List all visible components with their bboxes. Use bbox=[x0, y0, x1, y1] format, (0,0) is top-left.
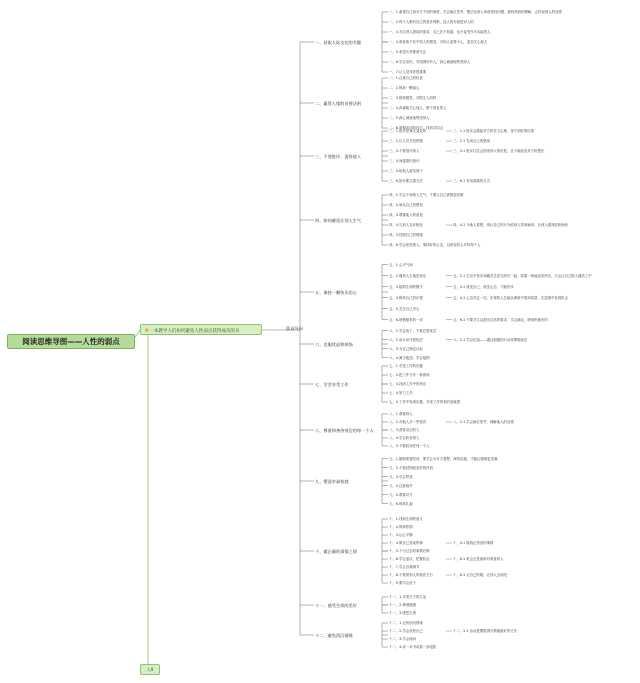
branch-item[interactable]: 二、3.保持微笑，对陌生人同样 bbox=[389, 96, 437, 100]
branch-item[interactable]: 十、7.学会自我调节 bbox=[389, 565, 420, 569]
sub-item[interactable]: 三、1.1 批评会激起对方的自卫心理，得不到好的结果 bbox=[453, 129, 535, 133]
branch-item[interactable]: 一、7.让人觉得你很重要 bbox=[389, 70, 427, 74]
section-label[interactable]: 十二、避免消沉情绪 bbox=[315, 632, 353, 638]
branch-item[interactable]: 七、2.把工作当作一种游戏 bbox=[389, 373, 430, 377]
branch-item[interactable]: 十二、2.学会放松自己 bbox=[389, 629, 423, 633]
branch-item[interactable]: 四、1.学会不和别人生气，不要让自己被愤怒控制 bbox=[389, 193, 464, 197]
section-label[interactable]: 一、获取人际交往的关键 bbox=[315, 39, 362, 45]
branch-item[interactable]: 九、2.不要试图改变你的伴侣 bbox=[389, 465, 433, 470]
branch-item[interactable]: 一、2.每个人都有自己的是非判断，没人的东西是别人的 bbox=[389, 20, 474, 24]
branch-item[interactable]: 八、3.善待身边的人 bbox=[389, 428, 420, 432]
branch-item[interactable]: 十、6.学会适应，把握机会 bbox=[389, 557, 430, 561]
sub-item[interactable]: 三、2.1 先谈自己的错误 bbox=[453, 139, 490, 143]
branch-item[interactable]: 一、4.谁喜欢不在乎别人的感受，对别人更要小心，更加关心他人 bbox=[389, 40, 488, 44]
branch-item[interactable]: 十一、1.享受当下的生活 bbox=[389, 595, 427, 599]
branch-item[interactable]: 七、1.享受工作的乐趣 bbox=[389, 364, 423, 368]
section-label[interactable]: 十一、感受生命的美好 bbox=[315, 602, 357, 608]
branch-item[interactable]: 四、3.尊重他人的意见 bbox=[389, 213, 423, 217]
branch-item[interactable]: 二、5.真心诚意地赞美别人 bbox=[389, 116, 430, 120]
sub-item[interactable]: 五、6.1 不要对生活提出过高的要求，学会满足，珍惜所拥有的 bbox=[453, 317, 548, 322]
branch-item[interactable]: 四、5.控制自己的情绪 bbox=[389, 233, 423, 237]
branch-item[interactable]: 四、6.学会宽恕别人，保持好的心态，以宽容的心对待每个人 bbox=[389, 243, 481, 247]
branch-item[interactable]: 一、5.希望大家都被关注 bbox=[389, 50, 427, 54]
branch-item[interactable]: 七、5.工作中发现乐趣，享受工作带来的成就感 bbox=[389, 400, 461, 404]
section-label[interactable]: 二、赢得人缘的首要法则 bbox=[315, 100, 362, 106]
branch-item[interactable]: 五、4.保持自己的乐观 bbox=[389, 295, 423, 300]
branch-item[interactable]: 九、5.尊重对方 bbox=[389, 492, 413, 497]
branch-item[interactable]: 三、6.批评要注重方法 bbox=[389, 179, 423, 183]
sub-item[interactable]: 六、2.1 学会忙碌——通过积极的行动来摆脱忧虑 bbox=[453, 337, 528, 342]
sub-item[interactable]: 十、8.1 走自己的路，让别人去说吧 bbox=[453, 573, 507, 577]
branch-item[interactable]: 九、1.婚姻需要经营，要学会为对方着想，保持沟通，才能让婚姻更美满 bbox=[389, 456, 498, 461]
branch-item[interactable]: 七、3.找到工作中的快乐 bbox=[389, 382, 427, 386]
sub-item[interactable]: 五、3.1 改变自己，改变心态，才能快乐 bbox=[453, 284, 514, 289]
branch-item[interactable]: 一、6.学会赏识，对周围所有人，真心诚意地赞美别人 bbox=[389, 60, 471, 64]
branch-item[interactable]: 三、3.不要批评别人 bbox=[389, 149, 420, 153]
branch-item[interactable]: 六、2.用行动代替忧虑 bbox=[389, 337, 423, 342]
branch-item[interactable]: 三、1.批评是毫无益处的 bbox=[389, 129, 427, 133]
branch-item[interactable]: 八、5.不要轻视任何一个人 bbox=[389, 444, 430, 448]
branch-item[interactable]: 四、4.与别人友好相处 bbox=[389, 223, 423, 227]
branch-item[interactable]: 十二、1.正视消沉情绪 bbox=[389, 621, 423, 625]
star-icon: ★ bbox=[144, 327, 150, 334]
branch-item[interactable]: 八、1.尊重别人 bbox=[389, 412, 413, 416]
branch-item[interactable]: 五、1.心平气和 bbox=[389, 262, 413, 267]
branch-item[interactable]: 五、6.珍惜拥有的一切 bbox=[389, 317, 423, 322]
section-label[interactable]: 六、克服忧虑和烦恼 bbox=[315, 341, 353, 347]
sub-item[interactable]: 三、3.1 批评往往会招来别人的仇恨，且不能改变对方的想法 bbox=[453, 149, 545, 153]
branch-item[interactable]: 六、3.为自己制定目标 bbox=[389, 346, 423, 351]
sub-item[interactable]: 三、6.1 采用委婉的方式 bbox=[453, 179, 490, 183]
branch-item[interactable]: 十一、3.感恩生命 bbox=[389, 611, 416, 615]
sub-item[interactable]: 五、4.1 心态决定一切，乐观的人总能从困境中看到希望，在逆境中发现机会 bbox=[453, 295, 568, 300]
sub-item[interactable]: 八、2.1 学会换位思考，理解他人的处境 bbox=[453, 420, 514, 424]
branch-item[interactable]: 十、9.要学会放下 bbox=[389, 581, 416, 585]
branch-item[interactable]: 八、4.学会欣赏别人 bbox=[389, 436, 420, 440]
branch-item[interactable]: 三、4.间接提出批评 bbox=[389, 159, 420, 163]
sub-item[interactable]: 十、6.1 机会总是留给有准备的人 bbox=[453, 557, 504, 561]
sub-item[interactable]: 十二、2.1 运动是摆脱消沉情绪最好的方法 bbox=[453, 629, 518, 633]
collapsed-node[interactable]: 人9 bbox=[140, 664, 160, 675]
branch-item[interactable]: 五、5.关注自己内心 bbox=[389, 306, 420, 311]
branch-item[interactable]: 十一、2.珍惜健康 bbox=[389, 603, 416, 607]
section-label[interactable]: 三、不要批评、责怪他人 bbox=[315, 153, 362, 159]
main-branch-label: 一本教导人们如何避免人性弱点获得成功的书 bbox=[149, 329, 240, 334]
branch-item[interactable]: 十、8.不要被别人的看法左右 bbox=[389, 573, 433, 577]
branch-item[interactable]: 二、4.真诚地关心他人，做个善良的人 bbox=[389, 106, 447, 110]
section-label[interactable]: 八、尊重和善待身边的每一个人 bbox=[315, 427, 374, 433]
section-label[interactable]: 七、学会享受工作 bbox=[315, 381, 349, 387]
branch-item[interactable]: 六、1.学会放下，不要总是忧虑 bbox=[389, 328, 437, 333]
branch-item[interactable]: 十、3.让心平静 bbox=[389, 533, 413, 537]
branch-item[interactable]: 一、1.重建自己和对方不同的角度，学会换位思考，想法从别人角度看待问题，最终得到的理解，会体谅别人的处境 bbox=[389, 10, 562, 14]
branch-item[interactable]: 四、2.承认自己的错误 bbox=[389, 203, 423, 207]
branch-item[interactable]: 二、2.保持一颗童心 bbox=[389, 86, 420, 90]
branch-item[interactable]: 十、2.保持热情 bbox=[389, 525, 413, 529]
branch-item[interactable]: 二、6.掌握谈话的技巧，找到共同点 bbox=[389, 126, 444, 130]
branch-item[interactable]: 十、4.做自己喜欢的事 bbox=[389, 541, 423, 545]
branch-item[interactable]: 十、1.找到生命的意义 bbox=[389, 517, 423, 521]
branch-item[interactable]: 十二、3.学会倾诉 bbox=[389, 637, 416, 641]
branch-item[interactable]: 三、2.让人们对犯的错 bbox=[389, 139, 423, 143]
branch-item[interactable]: 五、2.懂得人生就是快乐 bbox=[389, 273, 427, 278]
sub-item[interactable]: 四、4.1 为他人着想，别让自己的行为给别人带来麻烦，让别人感到轻松愉快 bbox=[453, 223, 568, 227]
branch-item[interactable]: 二、1.注重自己的仪表 bbox=[389, 76, 423, 80]
branch-item[interactable]: 七、4.努力工作 bbox=[389, 391, 413, 395]
root-node[interactable]: 阅读思维导图——人性的弱点 bbox=[7, 334, 135, 349]
sub-item[interactable]: 十、4.1 做真正热爱的事情 bbox=[453, 541, 494, 545]
main-branch-node[interactable] bbox=[140, 324, 262, 335]
section-label[interactable]: 四、如何避免让别人生气 bbox=[315, 217, 362, 223]
branch-item[interactable]: 一、3.关注别人固执的需求，自己在不知道，也不接受作为本能的人 bbox=[389, 30, 491, 34]
section-label[interactable]: 九、塑造幸福家庭 bbox=[315, 478, 349, 484]
section-label[interactable]: 五、保持一颗快乐的心 bbox=[315, 289, 357, 295]
branch-item[interactable]: 五、3.接纳生命的赠予 bbox=[389, 284, 423, 289]
branch-item[interactable]: 九、6.保持礼貌 bbox=[389, 501, 413, 506]
branch-item[interactable]: 三、5.给他人留足面子 bbox=[389, 169, 423, 173]
branch-item[interactable]: 十、5.不为过去的事情后悔 bbox=[389, 549, 430, 553]
branch-item[interactable]: 八、2.对他人多一些宽容 bbox=[389, 420, 427, 424]
section-label[interactable]: 十、做正确的事情之情 bbox=[315, 548, 357, 554]
branch-item[interactable]: 十二、4.读一本书或看一部电影 bbox=[389, 645, 437, 649]
branch-item[interactable]: 九、4.注意细节 bbox=[389, 483, 413, 488]
branch-tag: 篇章导向 bbox=[286, 326, 303, 331]
branch-item[interactable]: 六、4.减少抱怨，学会接纳 bbox=[389, 355, 430, 360]
sub-item[interactable]: 五、2.1 生活中快乐和痛苦总是交织在一起，如果一味地追求快乐，只会让自己陷入痛苦之中 bbox=[453, 273, 592, 278]
branch-item[interactable]: 九、3.学会赞美 bbox=[389, 474, 413, 479]
